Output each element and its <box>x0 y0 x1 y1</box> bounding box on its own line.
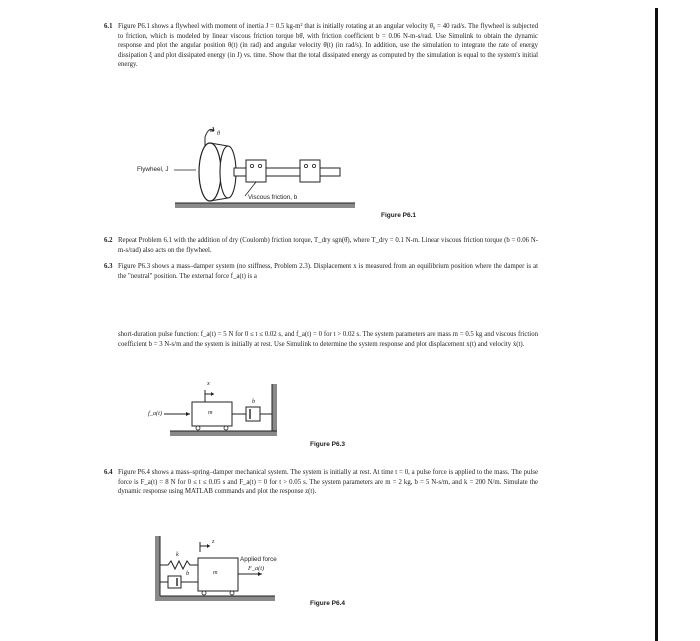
friction-label: Viscous friction, b <box>248 194 298 201</box>
figure-caption: Figure P6.1 <box>381 212 417 219</box>
z-label: z <box>212 538 215 545</box>
wall-hatch <box>155 536 160 598</box>
damper-cylinder <box>168 576 181 588</box>
problem-text: short-duration pulse function: f_a(t) = 5 N for 0 ≤ t ≤ 0.02 s, and f_a(t) = 0 for t > 0.02 s. The system parameters are mass m = 0.5 kg and viscous friction coefficient b = 3 N-s/m and the system is initially at rest. Use Simulink to determine the system response and plot displacement x(t) and velocity ẋ(t). <box>118 331 538 348</box>
b-label: b <box>186 570 190 577</box>
k-label: k <box>176 551 179 558</box>
b-label: b <box>252 398 256 405</box>
mass-label: m <box>208 409 213 416</box>
spring <box>160 561 198 569</box>
theta-label: θ <box>217 130 221 137</box>
mass-label: m <box>213 569 218 576</box>
force-label: Applied force <box>240 556 277 563</box>
problem-text: Repeat Problem 6.1 with the addition of dry (Coulomb) friction torque, T_dry sgn(θ̇), where T_dry = 0.1 N-m. Linear viscous friction torque (b = 0.06 N-m-s/rad) also acts on the flywheel. <box>118 237 538 254</box>
figure-caption: Figure P6.4 <box>310 600 346 607</box>
x-label: x <box>207 380 210 387</box>
problem-number: 6.4 <box>104 469 113 476</box>
mass-block <box>198 558 238 591</box>
force-arrowhead <box>258 572 262 576</box>
wheel <box>202 591 206 595</box>
problem-number: 6.1 <box>104 23 113 30</box>
ground-hatch <box>155 596 275 601</box>
problem-text: Figure P6.1 shows a flywheel with moment of inertia J = 0.5 kg-m² that is initially rotating at an angular velocity θ̇₀ = 40 rad/s. The flywheel is subjected to friction, which is modeled by linear viscous friction torque bθ̇, with friction coefficient b = 0.06 N-m-s/rad. Use Simulink to obtain the dynamic response and plot the angular position θ(t) (in rad) and angular velocity θ̇(t) (in rad/s). In addition, use the simulation to integrate the rate of energy dissipation ξ and plot dissipated energy (in J) vs. time. Show that the total dissipated energy as computed by the simulation is equal to the system's initial energy. <box>118 23 538 69</box>
flywheel-label: Flywheel, J <box>137 166 169 173</box>
figure-caption: Figure P6.3 <box>310 441 346 448</box>
force-label: f_a(t) <box>148 410 162 417</box>
problem-text: Figure P6.4 shows a mass–spring–damper mechanical system. The system is initially at rest. At time t = 0, a pulse force is applied to the mass. The pulse force is F_a(t) = 8 N for 0 ≤ t ≤ 0.05 s and F_a(t) = 0 for t > 0.05 s. The system parameters are m = 2 kg, b = 5 N-s/m, and k = 200 N/m. Simulate the dynamic response using MATLAB commands and plot the response z(t). <box>118 469 538 496</box>
wheel <box>230 591 234 595</box>
problem-text: Figure P6.3 shows a mass–damper system (no stiffness, Problem 2.3). Displacement x is measured from an equilibrium position where the damper is at the "neutral" position. The external force f_a(t) is a <box>118 263 538 280</box>
force-symbol: F_a(t) <box>248 565 265 572</box>
z-arrowhead <box>207 544 210 548</box>
problem-number: 6.3 <box>104 263 113 270</box>
problem-number: 6.2 <box>104 237 113 244</box>
